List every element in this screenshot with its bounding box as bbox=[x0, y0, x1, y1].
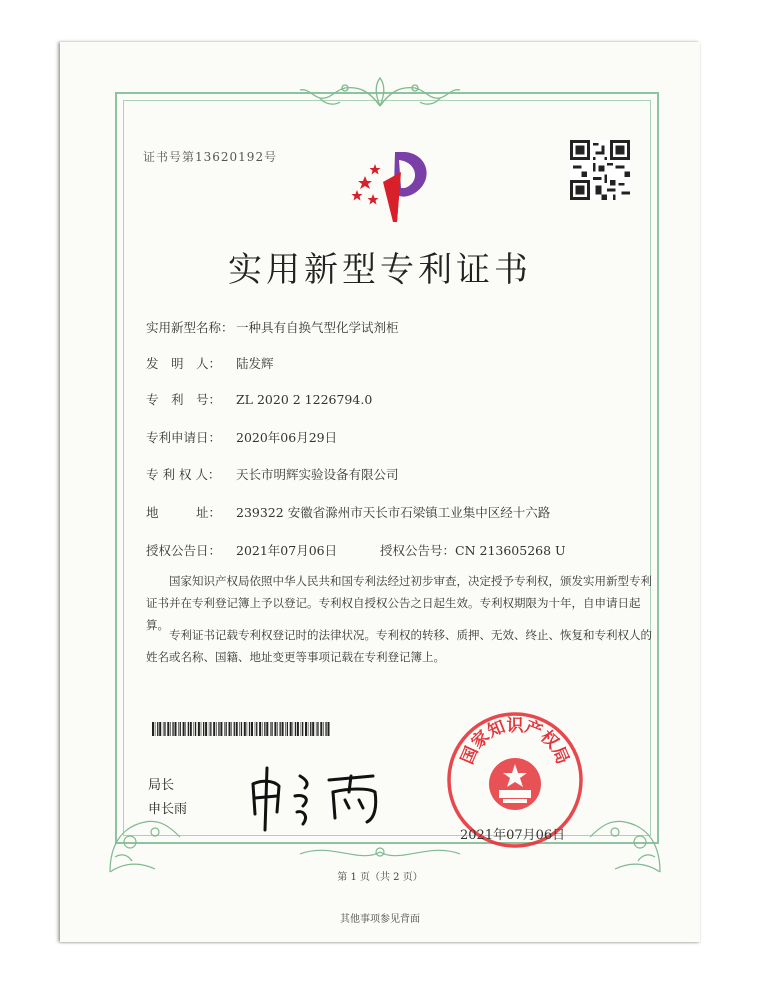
qr-code-icon bbox=[570, 140, 630, 200]
field-address bbox=[146, 503, 550, 521]
barcode-icon bbox=[152, 722, 332, 736]
field-label: 实用新型名称： bbox=[146, 320, 234, 335]
field-label: 专利申请日： bbox=[146, 430, 222, 445]
statement-paragraph-1: 国家知识产权局依照中华人民共和国专利法经过初步审查，决定授予专利权，颁发实用新型专利证书并在专利登记簿上予以登记。专利权自授权公告之日起生效。专利权期限为十年，自申请日起算。 bbox=[146, 574, 652, 632]
top-ornament bbox=[290, 72, 470, 112]
field-label: 发 明 人： bbox=[146, 356, 222, 371]
signer-title: 局长 bbox=[148, 778, 175, 793]
field-value: 一种具有自换气型化学试剂柜 bbox=[236, 320, 399, 335]
certificate-number: 证书号第13620192号 bbox=[143, 150, 278, 164]
statement-paragraph-2: 专利证书记载专利权登记时的法律状况。专利权的转移、质押、无效、终止、恢复和专利权人的姓名或名称、国籍、地址变更等事项记载在专利登记簿上。 bbox=[146, 628, 652, 664]
field-label: 专 利 权 人： bbox=[146, 467, 221, 482]
field-value: 陆发辉 bbox=[236, 356, 274, 371]
field-filing-date bbox=[146, 428, 337, 446]
field-value: CN 213605268 U bbox=[455, 543, 566, 558]
seal-date: 2021年07月06日 bbox=[460, 828, 566, 843]
field-grant-date bbox=[146, 541, 337, 559]
field-patentee bbox=[146, 465, 399, 483]
page-indicator: 第 1 页（共 2 页） bbox=[337, 872, 423, 883]
certificate-page bbox=[60, 42, 700, 942]
field-label: 专 利 号： bbox=[146, 392, 222, 407]
field-value: 2020年06月29日 bbox=[236, 430, 338, 445]
field-label: 授权公告日： bbox=[146, 543, 222, 558]
bottom-right-ornament bbox=[580, 807, 670, 877]
field-label: 授权公告号： bbox=[380, 543, 456, 558]
field-grant-publication-number bbox=[380, 541, 566, 559]
bottom-center-ornament bbox=[290, 834, 470, 870]
handwritten-signature bbox=[245, 762, 395, 832]
field-label: 地 址： bbox=[146, 505, 222, 520]
bottom-left-ornament bbox=[100, 807, 190, 877]
signer-name: 申长雨 bbox=[148, 802, 188, 817]
field-value: 2021年07月06日 bbox=[236, 543, 338, 558]
page-title: 实用新型专利证书 bbox=[228, 250, 532, 290]
field-value: ZL 2020 2 1226794.0 bbox=[236, 392, 373, 407]
field-value: 239322 安徽省滁州市天长市石梁镇工业集中区经十六路 bbox=[236, 505, 551, 520]
cnipa-logo-icon bbox=[343, 142, 443, 227]
field-patent-number bbox=[146, 390, 372, 408]
seal-text: 国家知识产权局 bbox=[457, 715, 573, 768]
footer-note: 其他事项参见背面 bbox=[340, 914, 420, 925]
field-utility-model-name bbox=[146, 318, 399, 336]
field-inventor bbox=[146, 354, 274, 372]
field-value: 天长市明辉实验设备有限公司 bbox=[236, 467, 399, 482]
